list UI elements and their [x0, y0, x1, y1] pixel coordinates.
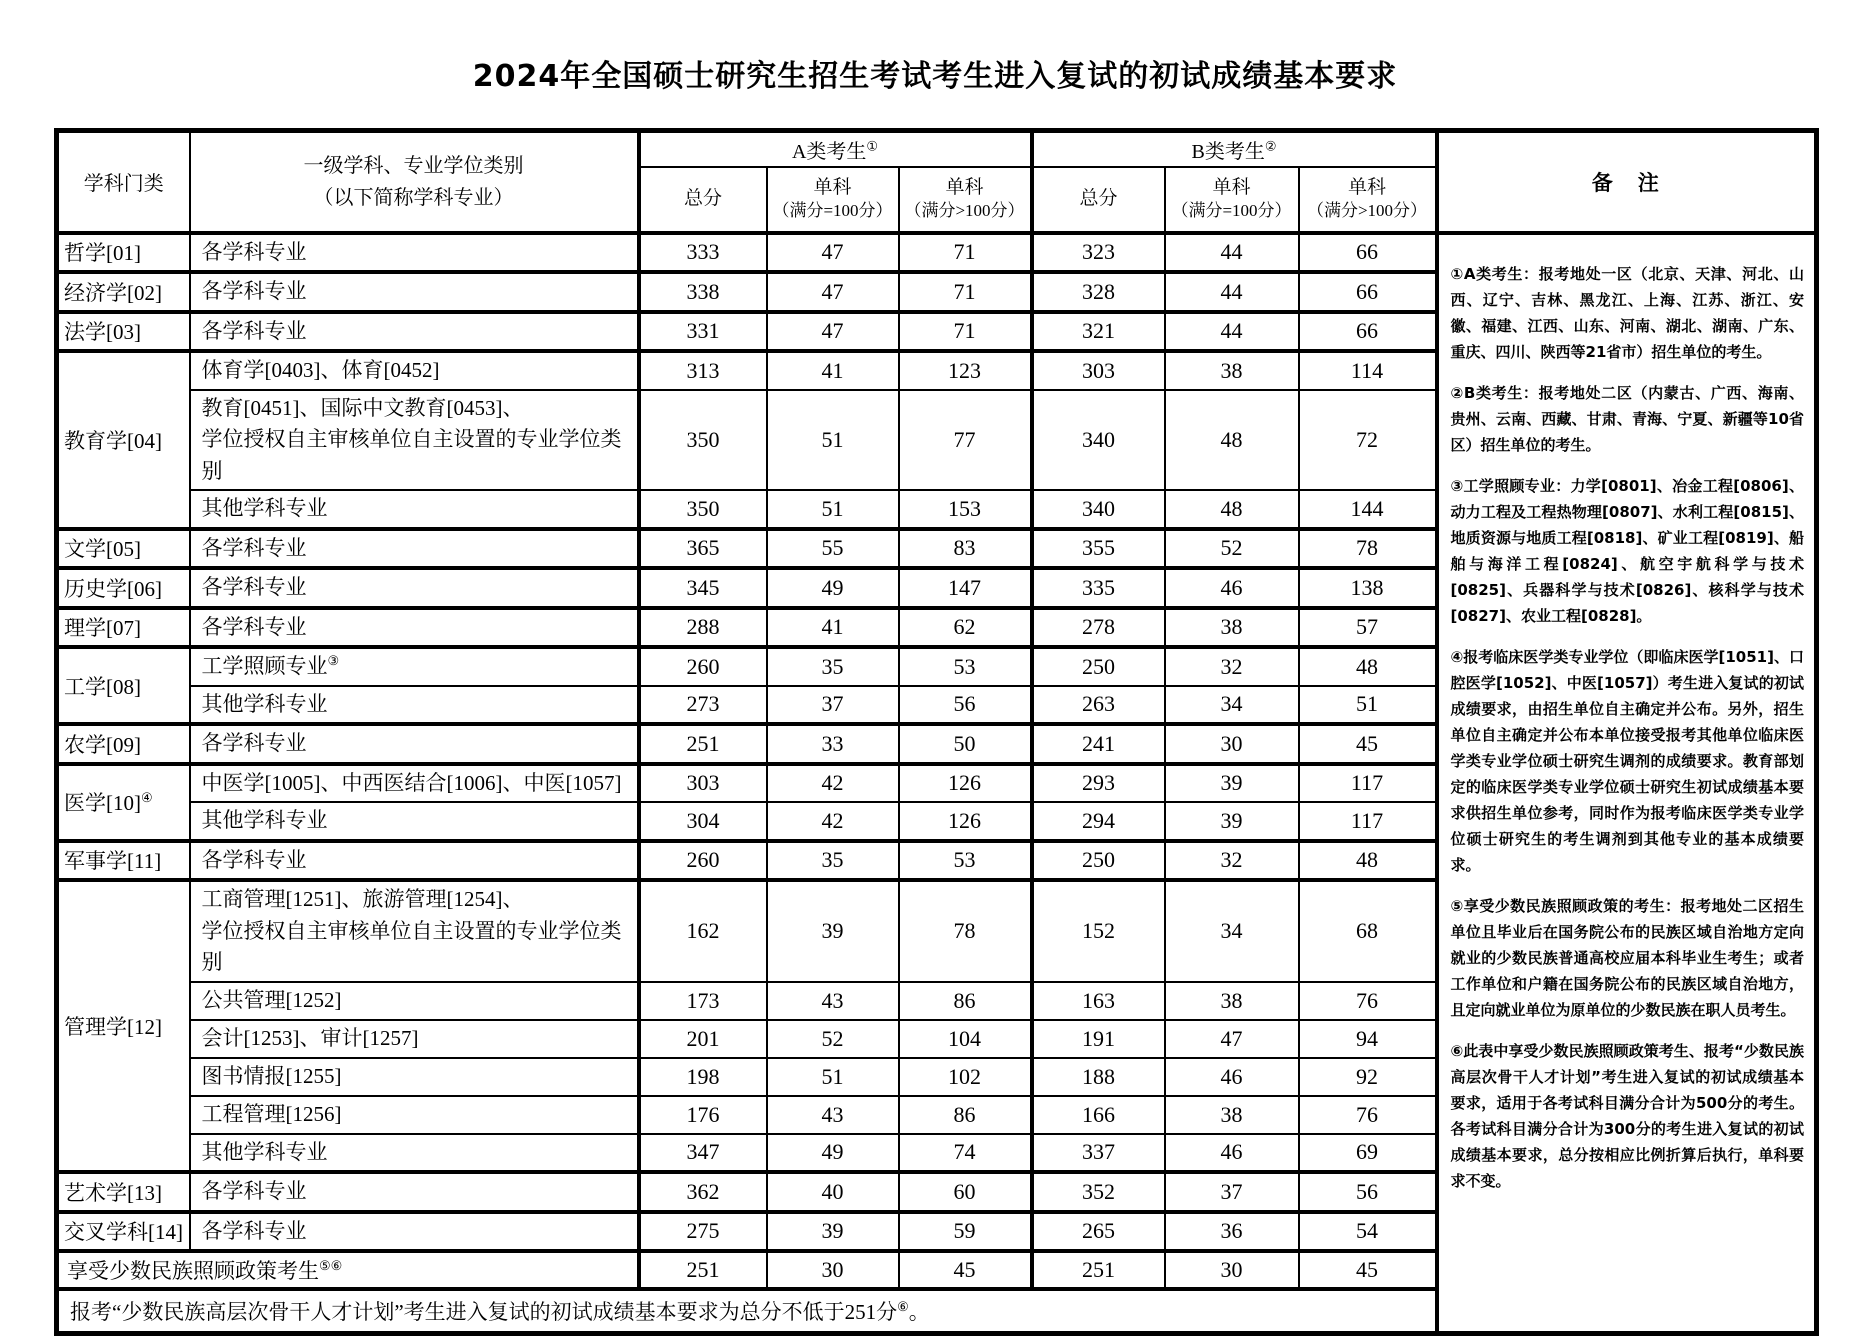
score-cell: 37	[767, 686, 899, 725]
score-cell: 47	[767, 312, 899, 352]
score-cell: 42	[767, 802, 899, 841]
score-cell: 201	[639, 1020, 767, 1058]
remarks-content	[1439, 235, 1815, 1277]
score-cell: 39	[1165, 802, 1299, 841]
score-cell: 30	[1165, 724, 1299, 764]
score-cell: 46	[1165, 1134, 1299, 1173]
score-cell: 365	[639, 529, 767, 569]
major-cell: 体育学[0403]、体育[0452]	[190, 351, 639, 390]
score-cell: 39	[1165, 764, 1299, 803]
score-cell: 275	[639, 1212, 767, 1252]
category-cell: 交叉学科[14]	[57, 1212, 190, 1252]
major-cell: 教育[0451]、国际中文教育[0453]、 学位授权自主审核单位自主设置的专业学位类别	[190, 390, 639, 491]
score-cell: 340	[1032, 390, 1165, 491]
score-cell: 265	[1032, 1212, 1165, 1252]
score-cell: 335	[1032, 568, 1165, 608]
category-cell: 医学[10]④	[57, 764, 190, 841]
score-cell: 47	[767, 272, 899, 312]
score-cell: 52	[767, 1020, 899, 1058]
score-cell: 102	[899, 1058, 1032, 1096]
score-cell: 188	[1032, 1058, 1165, 1096]
major-cell: 工商管理[1251]、旅游管理[1254]、 学位授权自主审核单位自主设置的专业学位类别	[190, 880, 639, 982]
remarks-cell	[1437, 233, 1817, 1334]
score-cell: 71	[899, 312, 1032, 352]
score-cell: 60	[899, 1172, 1032, 1212]
score-cell: 198	[639, 1058, 767, 1096]
score-cell: 347	[639, 1134, 767, 1173]
score-cell: 48	[1165, 490, 1299, 529]
score-cell: 51	[767, 490, 899, 529]
score-cell: 32	[1165, 647, 1299, 686]
score-cell: 126	[899, 764, 1032, 803]
score-cell: 260	[639, 647, 767, 686]
score-cell: 66	[1299, 233, 1437, 273]
score-cell: 71	[899, 233, 1032, 273]
score-cell: 53	[899, 647, 1032, 686]
score-cell: 313	[639, 351, 767, 390]
score-cell: 86	[899, 1096, 1032, 1134]
major-cell: 各学科专业	[190, 312, 639, 352]
score-cell: 260	[639, 841, 767, 881]
score-cell: 166	[1032, 1096, 1165, 1134]
major-cell: 会计[1253]、审计[1257]	[190, 1020, 639, 1058]
score-cell: 251	[639, 1251, 767, 1289]
score-cell: 43	[767, 982, 899, 1020]
score-cell: 46	[1165, 568, 1299, 608]
score-cell: 303	[639, 764, 767, 803]
score-cell: 49	[767, 1134, 899, 1173]
score-cell: 337	[1032, 1134, 1165, 1173]
table-row	[57, 233, 1817, 273]
score-cell: 345	[639, 568, 767, 608]
note-item: ⑤享受少数民族照顾政策的考生：报考地处二区招生单位且毕业后在国务院公布的民族区域自治地方定向就业的少数民族普通高校应届本科毕业生考生；或者工作单位和户籍在国务院公布的民族区域自治地方，且定向就业单位为原单位的少数民族在职人员考生。	[1450, 896, 1805, 1019]
score-cell: 250	[1032, 647, 1165, 686]
category-cell: 管理学[12]	[57, 880, 190, 1172]
major-cell: 中医学[1005]、中西医结合[1006]、中医[1057]	[190, 764, 639, 803]
note-item: ③工学照顾专业：力学[0801]、冶金工程[0806]、动力工程及工程热物理[0807]、水利工程[0815]、地质资源与地质工程[0818]、矿业工程[0819]、船舶与海洋工程[0824]、航空宇航科学与技术[0825]、兵器科学与技术[0826]、核科学与技术[0827]、农业工程[0828]。	[1450, 476, 1805, 625]
score-cell: 45	[899, 1251, 1032, 1289]
header-remark: 备 注	[1437, 131, 1817, 233]
page-title: 2024年全国硕士研究生招生考试考生进入复试的初试成绩基本要求	[472, 59, 1398, 94]
score-cell: 123	[899, 351, 1032, 390]
header-a-total: 总分	[639, 167, 767, 233]
score-cell: 36	[1165, 1212, 1299, 1252]
score-cell: 66	[1299, 312, 1437, 352]
score-cell: 72	[1299, 390, 1437, 491]
note-item: ④报考临床医学类专业学位（即临床医学[1051]、口腔医学[1052]、中医[1057]）考生进入复试的初试成绩要求，由招生单位自主确定并公布。另外，招生单位自主确定并公布本单位接受报考其他单位临床医学类专业学位硕士研究生调剂的成绩要求。教育部划定的临床医学类专业学位硕士研究生初试成绩基本要求供招生单位参考，同时作为报考临床医学类专业学位硕士研究生的考生调剂到其他专业的基本成绩要求。	[1450, 647, 1805, 874]
footnote-ref: ③	[327, 653, 340, 668]
score-cell: 328	[1032, 272, 1165, 312]
major-cell: 各学科专业	[190, 1212, 639, 1252]
score-cell: 74	[899, 1134, 1032, 1173]
category-cell: 艺术学[13]	[57, 1172, 190, 1212]
score-cell: 39	[767, 880, 899, 982]
score-cell: 144	[1299, 490, 1437, 529]
score-cell: 30	[1165, 1251, 1299, 1289]
category-cell: 享受少数民族照顾政策考生⑤⑥	[57, 1251, 639, 1289]
score-cell: 35	[767, 841, 899, 881]
major-cell: 其他学科专业	[190, 490, 639, 529]
score-cell: 34	[1165, 686, 1299, 725]
score-cell: 104	[899, 1020, 1032, 1058]
score-cell: 278	[1032, 608, 1165, 648]
score-cell: 40	[767, 1172, 899, 1212]
footnote-ref: ⑥	[897, 1298, 909, 1314]
category-cell: 历史学[06]	[57, 568, 190, 608]
category-cell: 经济学[02]	[57, 272, 190, 312]
footnote-ref-2: ②	[1264, 138, 1277, 154]
score-cell: 66	[1299, 272, 1437, 312]
major-cell: 公共管理[1252]	[190, 982, 639, 1020]
major-cell: 各学科专业	[190, 841, 639, 881]
major-cell: 工学照顾专业③	[190, 647, 639, 686]
score-cell: 350	[639, 490, 767, 529]
score-cell: 39	[767, 1212, 899, 1252]
score-cell: 355	[1032, 529, 1165, 569]
score-table-body	[57, 233, 1817, 1334]
score-cell: 350	[639, 390, 767, 491]
score-cell: 53	[899, 841, 1032, 881]
score-cell: 152	[1032, 880, 1165, 982]
header-b-single-gt: 单科 （满分>100分）	[1299, 167, 1437, 233]
score-cell: 42	[767, 764, 899, 803]
score-cell: 38	[1165, 1096, 1299, 1134]
footer-note-cell: 报考“少数民族高层次骨干人才计划”考生进入复试的初试成绩基本要求为总分不低于251分⑥。	[57, 1289, 1437, 1333]
category-cell: 法学[03]	[57, 312, 190, 352]
header-category: 学科门类	[57, 131, 190, 233]
score-cell: 163	[1032, 982, 1165, 1020]
note-item: ①A类考生：报考地处一区（北京、天津、河北、山西、辽宁、吉林、黑龙江、上海、江苏、浙江、安徽、福建、江西、山东、河南、湖北、湖南、广东、重庆、四川、陕西等21省市）招生单位的考生。	[1450, 264, 1805, 361]
header-major-line2: （以下简称学科专业）	[313, 186, 514, 209]
score-cell: 48	[1299, 841, 1437, 881]
score-cell: 45	[1299, 1251, 1437, 1289]
score-cell: 340	[1032, 490, 1165, 529]
score-cell: 173	[639, 982, 767, 1020]
score-cell: 78	[1299, 529, 1437, 569]
major-cell: 各学科专业	[190, 233, 639, 273]
score-cell: 38	[1165, 608, 1299, 648]
score-cell: 68	[1299, 880, 1437, 982]
score-cell: 251	[1032, 1251, 1165, 1289]
score-cell: 138	[1299, 568, 1437, 608]
score-cell: 338	[639, 272, 767, 312]
header-group-b: B类考生②	[1032, 131, 1437, 167]
header-a-single-gt: 单科 （满分>100分）	[899, 167, 1032, 233]
score-cell: 191	[1032, 1020, 1165, 1058]
major-cell: 图书情报[1255]	[190, 1058, 639, 1096]
major-cell: 各学科专业	[190, 568, 639, 608]
score-cell: 50	[899, 724, 1032, 764]
score-cell: 333	[639, 233, 767, 273]
score-cell: 153	[899, 490, 1032, 529]
score-cell: 30	[767, 1251, 899, 1289]
score-cell: 321	[1032, 312, 1165, 352]
score-cell: 77	[899, 390, 1032, 491]
score-cell: 55	[767, 529, 899, 569]
score-cell: 44	[1165, 233, 1299, 273]
score-cell: 38	[1165, 351, 1299, 390]
score-table	[54, 128, 1819, 1336]
score-cell: 76	[1299, 1096, 1437, 1134]
major-cell: 各学科专业	[190, 608, 639, 648]
score-cell: 331	[639, 312, 767, 352]
category-cell: 工学[08]	[57, 647, 190, 724]
major-cell: 其他学科专业	[190, 686, 639, 725]
title-bar	[0, 0, 1870, 128]
score-cell: 51	[767, 1058, 899, 1096]
score-cell: 56	[899, 686, 1032, 725]
score-cell: 294	[1032, 802, 1165, 841]
note-item: ⑥此表中享受少数民族照顾政策考生、报考“少数民族高层次骨干人才计划”考生进入复试的初试成绩基本要求，适用于各考试科目满分合计为500分的考生。各考试科目满分合计为300分的考生进入复试的初试成绩基本要求，总分按相应比例折算后执行，单科要求不变。	[1450, 1041, 1805, 1190]
header-group-a: A类考生①	[639, 131, 1032, 167]
score-cell: 62	[899, 608, 1032, 648]
score-cell: 76	[1299, 982, 1437, 1020]
score-cell: 38	[1165, 982, 1299, 1020]
score-cell: 71	[899, 272, 1032, 312]
score-cell: 117	[1299, 802, 1437, 841]
score-cell: 303	[1032, 351, 1165, 390]
major-cell: 各学科专业	[190, 1172, 639, 1212]
score-cell: 147	[899, 568, 1032, 608]
score-cell: 48	[1299, 647, 1437, 686]
score-cell: 114	[1299, 351, 1437, 390]
score-cell: 41	[767, 351, 899, 390]
score-cell: 56	[1299, 1172, 1437, 1212]
major-cell: 各学科专业	[190, 529, 639, 569]
score-cell: 251	[639, 724, 767, 764]
score-cell: 44	[1165, 312, 1299, 352]
header-major	[190, 131, 639, 233]
score-cell: 250	[1032, 841, 1165, 881]
score-cell: 263	[1032, 686, 1165, 725]
score-cell: 273	[639, 686, 767, 725]
header-major-line1: 一级学科、专业学位类别	[303, 154, 524, 177]
score-cell: 117	[1299, 764, 1437, 803]
score-cell: 162	[639, 880, 767, 982]
score-cell: 44	[1165, 272, 1299, 312]
header-b-total: 总分	[1032, 167, 1165, 233]
footnote-ref-1: ①	[866, 138, 879, 154]
score-cell: 35	[767, 647, 899, 686]
score-cell: 32	[1165, 841, 1299, 881]
score-cell: 49	[767, 568, 899, 608]
note-item: ②B类考生：报考地处二区（内蒙古、广西、海南、贵州、云南、西藏、甘肃、青海、宁夏、新疆等10省区）招生单位的考生。	[1450, 383, 1805, 454]
score-cell: 46	[1165, 1058, 1299, 1096]
score-cell: 33	[767, 724, 899, 764]
score-cell: 176	[639, 1096, 767, 1134]
score-cell: 288	[639, 608, 767, 648]
score-cell: 48	[1165, 390, 1299, 491]
score-cell: 362	[639, 1172, 767, 1212]
score-cell: 51	[767, 390, 899, 491]
footnote-ref: ⑤⑥	[319, 1258, 343, 1273]
category-cell: 文学[05]	[57, 529, 190, 569]
footnote-ref: ④	[141, 790, 153, 805]
category-cell: 教育学[04]	[57, 351, 190, 529]
score-cell: 59	[899, 1212, 1032, 1252]
score-cell: 69	[1299, 1134, 1437, 1173]
score-cell: 92	[1299, 1058, 1437, 1096]
score-cell: 54	[1299, 1212, 1437, 1252]
score-cell: 293	[1032, 764, 1165, 803]
score-cell: 241	[1032, 724, 1165, 764]
major-cell: 各学科专业	[190, 724, 639, 764]
score-cell: 43	[767, 1096, 899, 1134]
score-cell: 83	[899, 529, 1032, 569]
score-cell: 51	[1299, 686, 1437, 725]
header-a-single-eq: 单科 （满分=100分）	[767, 167, 899, 233]
category-cell: 哲学[01]	[57, 233, 190, 273]
score-cell: 34	[1165, 880, 1299, 982]
score-cell: 304	[639, 802, 767, 841]
score-cell: 126	[899, 802, 1032, 841]
header-b-single-eq: 单科 （满分=100分）	[1165, 167, 1299, 233]
score-cell: 94	[1299, 1020, 1437, 1058]
score-cell: 45	[1299, 724, 1437, 764]
score-cell: 41	[767, 608, 899, 648]
score-cell: 37	[1165, 1172, 1299, 1212]
score-cell: 52	[1165, 529, 1299, 569]
major-cell: 其他学科专业	[190, 802, 639, 841]
score-cell: 47	[1165, 1020, 1299, 1058]
score-cell: 57	[1299, 608, 1437, 648]
score-cell: 352	[1032, 1172, 1165, 1212]
score-cell: 86	[899, 982, 1032, 1020]
category-cell: 军事学[11]	[57, 841, 190, 881]
score-cell: 47	[767, 233, 899, 273]
score-cell: 323	[1032, 233, 1165, 273]
major-cell: 各学科专业	[190, 272, 639, 312]
major-cell: 其他学科专业	[190, 1134, 639, 1173]
score-cell: 78	[899, 880, 1032, 982]
category-cell: 农学[09]	[57, 724, 190, 764]
major-cell: 工程管理[1256]	[190, 1096, 639, 1134]
category-cell: 理学[07]	[57, 608, 190, 648]
